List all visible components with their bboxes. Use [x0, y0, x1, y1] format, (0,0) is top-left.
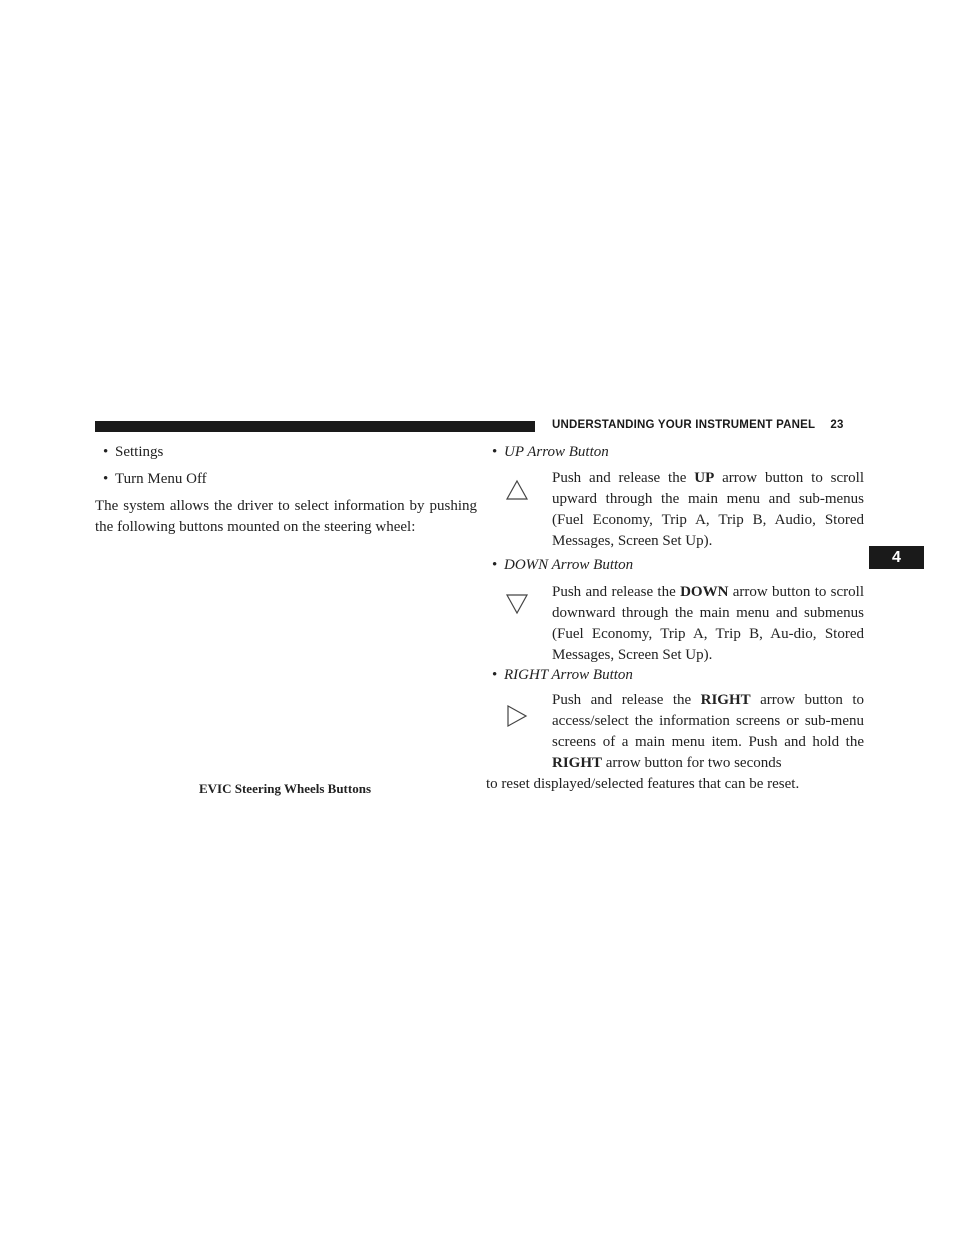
right-arrow-description [552, 690, 864, 774]
down-arrow-icon [505, 593, 529, 615]
down-desc-post: arrow button to scroll downward through the main menu and submenus (Fuel Economy, Trip A, Trip B, Au-dio, Stored Messages, Screen Set Up). [552, 584, 865, 663]
bullet-turn-menu-off [103, 469, 207, 490]
bullet-icon: • [103, 444, 109, 460]
figure-caption: EVIC Steering Wheels Buttons [198, 781, 372, 796]
right-arrow-description-tail: to reset displayed/selected features that can be reset. [486, 776, 800, 792]
down-keyword: DOWN [680, 584, 729, 600]
up-desc-post: arrow button to scroll upward through the main menu and sub-menus (Fuel Economy, Trip A, Trip B, Audio, Stored Messages, Screen Set Up). [552, 470, 865, 549]
right-keyword-2: RIGHT [552, 755, 603, 771]
bullet-icon: • [103, 471, 109, 487]
up-arrow-icon [505, 479, 529, 501]
right-desc-pre: Push and release the [552, 692, 701, 708]
bullet-icon: • [492, 444, 498, 460]
down-arrow-heading [492, 555, 633, 576]
bullet-label: Turn Menu Off [115, 471, 207, 487]
right-keyword: RIGHT [700, 692, 751, 708]
running-header [552, 419, 844, 435]
bullet-label: Settings [115, 444, 164, 460]
right-desc-mid: arrow button to access/select the information screens or sub-menu screens of a main menu item. Push and hold the [552, 692, 864, 750]
bullet-settings [103, 442, 163, 463]
right-arrow-icon [505, 704, 529, 728]
right-arrow-title: RIGHT Arrow Button [504, 667, 633, 683]
intro-paragraph: The system allows the driver to select information by pushing the following buttons mounted on the steering wheel: [95, 498, 477, 535]
down-desc-pre: Push and release the [552, 584, 681, 600]
right-arrow-heading [492, 665, 633, 686]
up-arrow-title: UP Arrow Button [504, 444, 609, 460]
up-arrow-description [552, 468, 864, 552]
page-number: 23 [830, 419, 844, 431]
up-keyword: UP [694, 470, 715, 486]
header-rule [95, 421, 535, 432]
down-arrow-title: DOWN Arrow Button [504, 557, 634, 573]
bullet-icon: • [492, 667, 498, 683]
bullet-icon: • [492, 557, 498, 573]
up-arrow-heading [492, 442, 609, 463]
chapter-tab: 4 [869, 546, 924, 569]
right-desc-post: arrow button for two seconds [602, 755, 782, 771]
up-desc-pre: Push and release the [552, 470, 695, 486]
down-arrow-description [552, 582, 864, 666]
section-title: UNDERSTANDING YOUR INSTRUMENT PANEL [552, 419, 815, 431]
